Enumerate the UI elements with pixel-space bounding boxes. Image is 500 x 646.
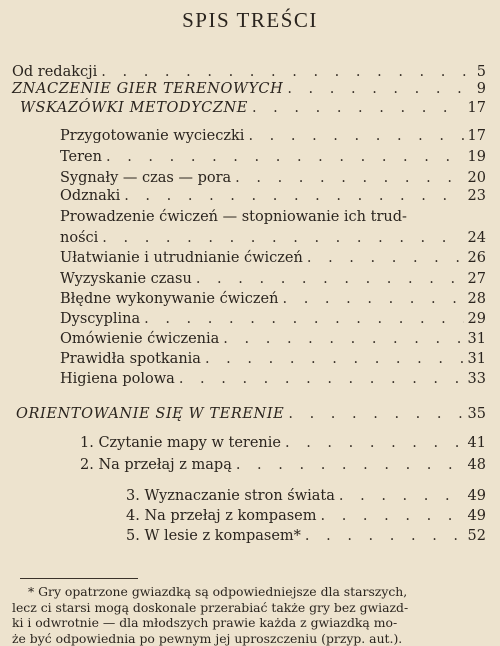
toc-entry-teren[interactable] bbox=[60, 148, 486, 166]
toc-entry-page: 23 bbox=[468, 187, 486, 205]
toc-entry-label: 5. W lesie z kompasem* bbox=[126, 527, 301, 545]
toc-entry-label: Dyscyplina bbox=[60, 310, 140, 328]
toc-entry-orientowanie[interactable] bbox=[16, 405, 486, 423]
footnote-line: * Gry opatrzone gwiazdką są odpowiedniejsze dla starszych, bbox=[12, 584, 492, 600]
toc-entry-page: 17 bbox=[468, 127, 486, 145]
toc-entry-na-przelaj-mapa[interactable] bbox=[80, 456, 486, 474]
toc-entry-page: 9 bbox=[477, 80, 486, 98]
toc-entry-od-redakcji[interactable] bbox=[12, 63, 486, 81]
page-title: SPIS TREŚCI bbox=[0, 8, 500, 33]
toc-entry-page: 27 bbox=[468, 270, 486, 288]
footnote-divider bbox=[20, 578, 138, 579]
dot-leader bbox=[205, 350, 464, 368]
toc-entry-page: 26 bbox=[468, 249, 486, 267]
toc-entry-page: 49 bbox=[468, 507, 486, 525]
dot-leader bbox=[305, 527, 464, 545]
toc-entry-sygnaly[interactable] bbox=[60, 169, 486, 187]
toc-entry-page: 17 bbox=[468, 99, 486, 117]
footnote-line: ki i odwrotnie — dla młodszych prawie każda z gwiazdką mo- bbox=[12, 615, 492, 631]
dot-leader bbox=[252, 99, 464, 117]
toc-entry-page: 48 bbox=[468, 456, 486, 474]
toc-entry-label: ności bbox=[60, 229, 98, 247]
toc-entry-bledne[interactable] bbox=[60, 290, 486, 308]
dot-leader bbox=[236, 456, 464, 474]
toc-entry-label: WSKAZÓWKI METODYCZNE bbox=[20, 99, 248, 117]
toc-entry-higiena[interactable] bbox=[60, 370, 486, 388]
footnote-line: lecz ci starsi mogą doskonale przerabiać także gry bez gwiazd- bbox=[12, 600, 492, 616]
dot-leader bbox=[124, 187, 463, 205]
toc-entry-page: 31 bbox=[468, 330, 486, 348]
toc-entry-page: 49 bbox=[468, 487, 486, 505]
dot-leader bbox=[106, 148, 464, 166]
toc-entry-page: 24 bbox=[468, 229, 486, 247]
toc-entry-label: Błędne wykonywanie ćwiczeń bbox=[60, 290, 278, 308]
toc-entry-wskazowki-metodyczne[interactable] bbox=[20, 99, 486, 117]
dot-leader bbox=[285, 434, 464, 452]
toc-entry-page: 5 bbox=[477, 63, 486, 81]
toc-entry-znaczenie-gier[interactable] bbox=[12, 80, 486, 98]
dot-leader bbox=[287, 80, 472, 98]
dot-leader bbox=[179, 370, 464, 388]
dot-leader bbox=[339, 487, 464, 505]
toc-entry-page: 33 bbox=[468, 370, 486, 388]
toc-entry-w-lesie[interactable] bbox=[126, 527, 486, 545]
dot-leader bbox=[144, 310, 463, 328]
dot-leader bbox=[288, 405, 463, 423]
dot-leader bbox=[101, 63, 473, 81]
toc-entry-label: ORIENTOWANIE SIĘ W TERENIE bbox=[16, 405, 284, 423]
toc-entry-label: 3. Wyznaczanie stron świata bbox=[126, 487, 335, 505]
toc-entry-dyscyplina[interactable] bbox=[60, 310, 486, 328]
toc-entry-label: Ułatwianie i utrudnianie ćwiczeń bbox=[60, 249, 303, 267]
toc-entry-label: Prawidła spotkania bbox=[60, 350, 201, 368]
dot-leader bbox=[307, 249, 464, 267]
dot-leader bbox=[102, 229, 463, 247]
toc-entry-label: Higiena polowa bbox=[60, 370, 175, 388]
toc-entry-page: 52 bbox=[468, 527, 486, 545]
dot-leader bbox=[320, 507, 463, 525]
toc-entry-label: ZNACZENIE GIER TERENOWYCH bbox=[12, 80, 283, 98]
toc-entry-page: 41 bbox=[468, 434, 486, 452]
toc-entry-prowadzenie[interactable] bbox=[60, 229, 486, 247]
toc-entry-label: Odznaki bbox=[60, 187, 120, 205]
toc-entry-label: Sygnały — czas — pora bbox=[60, 169, 231, 187]
toc-entry-na-przelaj-kompas[interactable] bbox=[126, 507, 486, 525]
toc-entry-przygotowanie[interactable] bbox=[60, 127, 486, 145]
toc-entry-label: 1. Czytanie mapy w terenie bbox=[80, 434, 281, 452]
toc-entry-page: 29 bbox=[468, 310, 486, 328]
dot-leader bbox=[235, 169, 463, 187]
toc-entry-label: 4. Na przełaj z kompasem bbox=[126, 507, 316, 525]
toc-entry-page: 20 bbox=[468, 169, 486, 187]
toc-entry-label: Przygotowanie wycieczki bbox=[60, 127, 244, 145]
dot-leader bbox=[196, 270, 464, 288]
toc-entry-label: Wyzyskanie czasu bbox=[60, 270, 192, 288]
toc-entry-page: 35 bbox=[468, 405, 486, 423]
dot-leader bbox=[282, 290, 463, 308]
footnote-line: że być odpowiednia po pewnym jej uproszczeniu (przyp. aut.). bbox=[12, 631, 492, 646]
toc-entry-page: 28 bbox=[468, 290, 486, 308]
toc-entry-odznaki[interactable] bbox=[60, 187, 486, 205]
dot-leader bbox=[248, 127, 463, 145]
toc-entry-prawidla[interactable] bbox=[60, 350, 486, 368]
toc-entry-label: Od redakcji bbox=[12, 63, 97, 81]
toc-entry-wyznaczanie[interactable] bbox=[126, 487, 486, 505]
toc-entry-page: 31 bbox=[468, 350, 486, 368]
toc-entry-wyzyskanie[interactable] bbox=[60, 270, 486, 288]
toc-entry-ulatwianie[interactable] bbox=[60, 249, 486, 267]
toc-entry-prowadzenie-line1: Prowadzenie ćwiczeń — stopniowanie ich trud- bbox=[60, 208, 407, 226]
toc-entry-label: Omówienie ćwiczenia bbox=[60, 330, 219, 348]
toc-entry-label: Teren bbox=[60, 148, 102, 166]
toc-entry-page: 19 bbox=[468, 148, 486, 166]
toc-entry-label: 2. Na przełaj z mapą bbox=[80, 456, 232, 474]
toc-entry-omowienie[interactable] bbox=[60, 330, 486, 348]
toc-entry-czytanie-mapy[interactable] bbox=[80, 434, 486, 452]
dot-leader bbox=[223, 330, 463, 348]
